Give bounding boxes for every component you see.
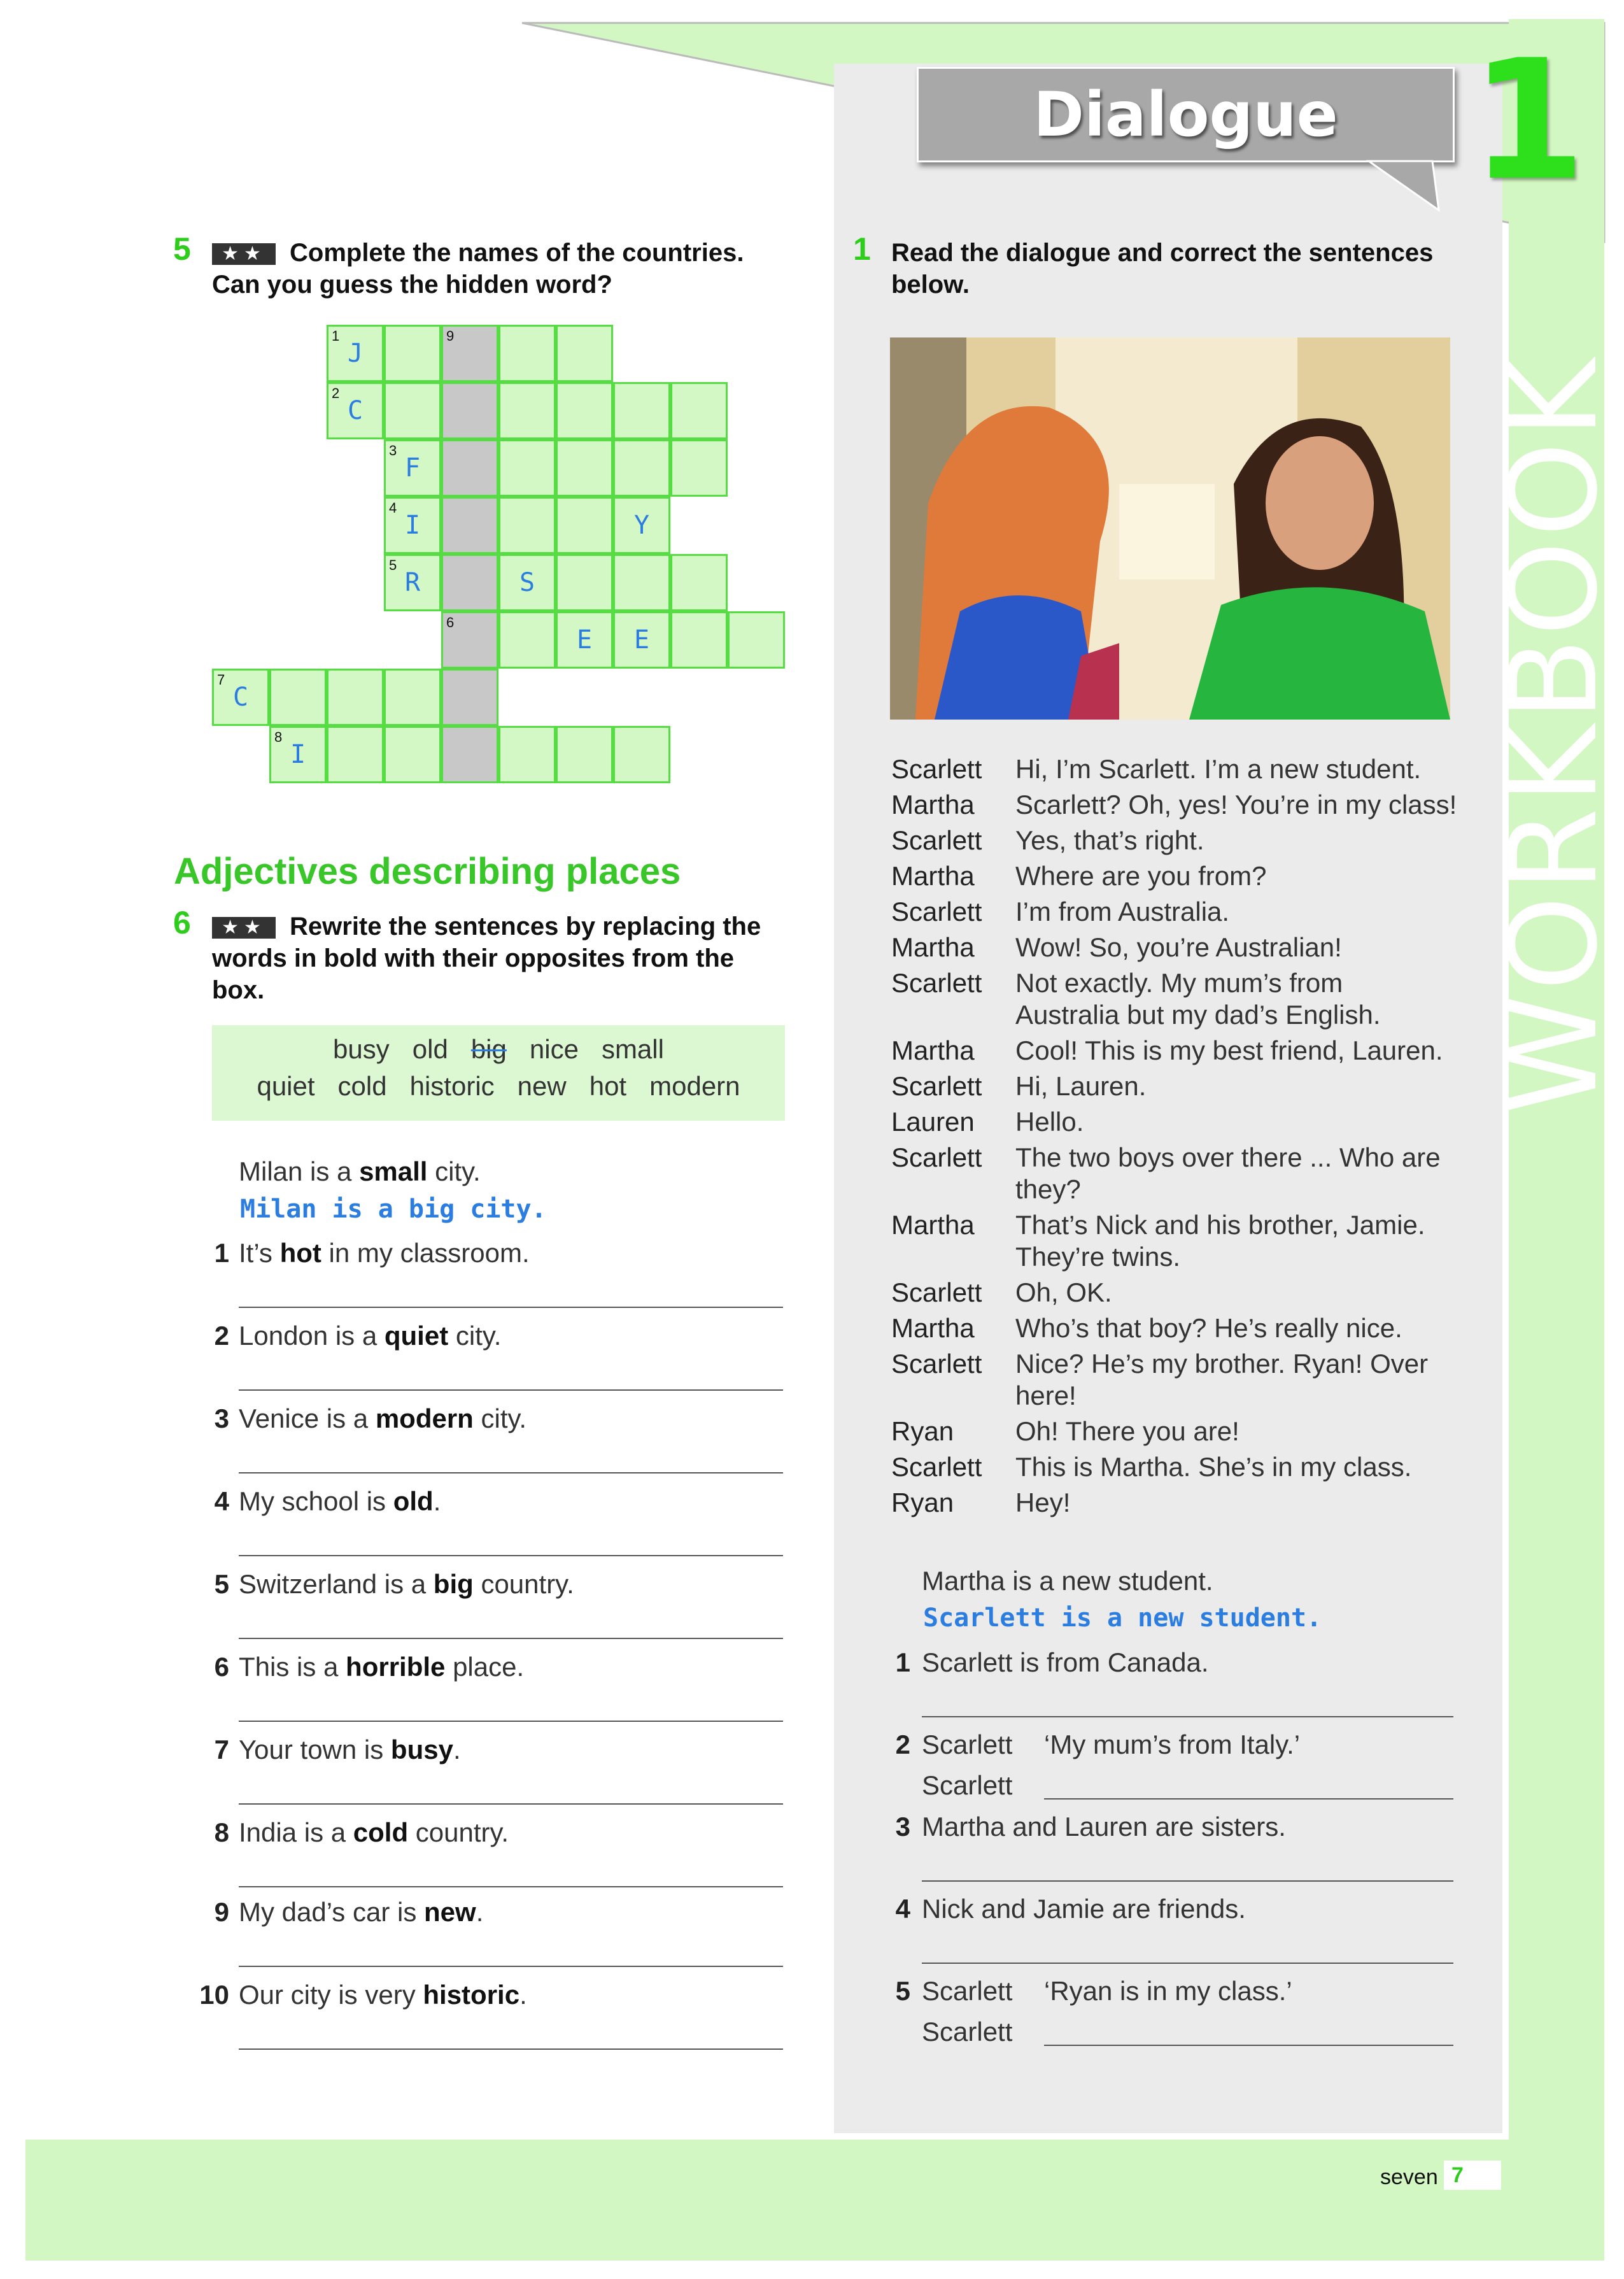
sentence xyxy=(239,1732,783,1768)
sentence-text: India is a xyxy=(239,1817,353,1847)
crossword-letter: S xyxy=(519,568,535,597)
dialogue-line: This is Martha. She’s in my class. xyxy=(1015,1452,1412,1482)
instruction-line: Read the dialogue and correct the sentences xyxy=(891,239,1434,267)
sentence xyxy=(239,1815,783,1850)
photo-illustration xyxy=(890,337,1450,720)
dialogue-line: Hey! xyxy=(1015,1487,1071,1517)
crossword-cell xyxy=(556,497,613,554)
item-number: 4 xyxy=(895,1894,910,1924)
answer-line[interactable] xyxy=(1044,2045,1453,2046)
speaker-name: Martha xyxy=(891,1210,975,1240)
speaker-name: Ryan xyxy=(891,1416,954,1446)
word-box xyxy=(212,1025,785,1121)
speaker-name: Martha xyxy=(891,932,975,962)
sentence-text: It’s xyxy=(239,1238,280,1268)
students-photo xyxy=(890,337,1450,720)
instruction-line: below. xyxy=(891,271,970,299)
sentence-text: Our city is very xyxy=(239,1980,423,2010)
page-word: seven xyxy=(1380,2165,1438,2189)
sentence-text: . xyxy=(433,1486,441,1516)
sentence xyxy=(239,1401,783,1437)
crossword-cell xyxy=(670,382,728,439)
sentence: Martha and Lauren are sisters. xyxy=(922,1812,1286,1842)
footer-band xyxy=(25,2140,1604,2261)
speaker-name: Scarlett xyxy=(891,1349,982,1379)
sentence-text: Switzerland is a xyxy=(239,1569,434,1599)
sentence-text: . xyxy=(519,1980,527,2010)
sentence-text: country. xyxy=(473,1569,574,1599)
speaker-name: Martha xyxy=(891,861,975,891)
bold-word: historic xyxy=(423,1980,520,2010)
clue-number: 3 xyxy=(389,443,397,458)
dialogue-line: Hi, I’m Scarlett. I’m a new student. xyxy=(1015,754,1422,784)
crossword-cell xyxy=(556,726,613,783)
bold-word: cold xyxy=(353,1817,409,1847)
dialogue-line: They’re twins. xyxy=(1015,1242,1181,1272)
exercise-5-number: 5 xyxy=(173,231,191,267)
sentence-text: Venice is a xyxy=(239,1403,376,1433)
crossword-letter: J xyxy=(347,339,364,368)
instruction-line: words in bold with their opposites from the xyxy=(212,944,734,972)
word-box-word: hot xyxy=(589,1071,627,1101)
crossword-cell xyxy=(498,611,556,669)
speaker-name: Martha xyxy=(891,790,975,820)
word-box-word: small xyxy=(601,1034,664,1064)
clue-number: 7 xyxy=(217,672,225,688)
crossword-cell xyxy=(384,726,441,783)
crossword-cell xyxy=(613,726,670,783)
example-answer: Milan is a big city. xyxy=(240,1195,547,1224)
item-number: 8 xyxy=(214,1817,229,1847)
word-box-word-crossed: big xyxy=(470,1034,507,1064)
page-number: 7 xyxy=(1444,2161,1501,2190)
crossword-cell xyxy=(384,669,441,726)
instruction-line: Rewrite the sentences by replacing the xyxy=(290,912,761,941)
speaker-name: Scarlett xyxy=(891,1142,982,1172)
word-box-word: nice xyxy=(529,1034,579,1064)
speaker-name: Scarlett xyxy=(891,897,982,927)
sentence xyxy=(239,1484,783,1519)
word-box-word: modern xyxy=(649,1071,740,1101)
speaker-name: Scarlett xyxy=(891,1452,982,1482)
answer-line[interactable] xyxy=(239,1307,783,1308)
answer-line[interactable] xyxy=(1044,1798,1453,1800)
item-number: 1 xyxy=(214,1238,229,1268)
speaker-name: Ryan xyxy=(891,1487,954,1517)
example-answer: Scarlett is a new student. xyxy=(923,1603,1322,1633)
crossword-cell xyxy=(556,439,613,497)
speaker-name: Scarlett xyxy=(922,1976,1013,2006)
instruction-line: box. xyxy=(212,976,265,1004)
crossword-letter: E xyxy=(633,625,650,655)
crossword-cell xyxy=(670,611,728,669)
dialogue-line: they? xyxy=(1015,1174,1081,1204)
word-box-word: new xyxy=(517,1071,567,1101)
workbook-side-label: WORKBOOK xyxy=(1483,355,1624,1114)
sentence xyxy=(239,1649,783,1685)
speaker-name: Scarlett xyxy=(891,1071,982,1101)
sentence-text: My dad’s car is xyxy=(239,1897,424,1927)
answer-line[interactable] xyxy=(922,1963,1453,1964)
speaker-name: Lauren xyxy=(891,1107,975,1137)
crossword-cell xyxy=(327,669,384,726)
answer-line[interactable] xyxy=(239,2048,783,2050)
bold-word: hot xyxy=(279,1238,321,1268)
dialogue-line: Hello. xyxy=(1015,1107,1084,1137)
sentence-text: My school is xyxy=(239,1486,393,1516)
sentence-text: . xyxy=(453,1735,461,1764)
dialogue-line: Yes, that’s right. xyxy=(1015,825,1204,855)
clue-number: 1 xyxy=(332,328,340,344)
crossword-cell xyxy=(441,554,498,611)
speaker-name: Scarlett xyxy=(922,1729,1013,1759)
speaker-name: Scarlett xyxy=(891,754,982,784)
dialogue-line: Oh, OK. xyxy=(1015,1277,1112,1307)
dialogue-line: The two boys over there ... Who are xyxy=(1015,1142,1441,1172)
crossword-cell xyxy=(670,554,728,611)
crossword-cell xyxy=(670,439,728,497)
crossword-letter: C xyxy=(232,683,249,712)
crossword-cell xyxy=(384,325,441,382)
exercise-1-number: 1 xyxy=(853,231,871,267)
instruction-line: Can you guess the hidden word? xyxy=(212,271,612,299)
dialogue-line: Hi, Lauren. xyxy=(1015,1071,1147,1101)
sentence xyxy=(239,1566,783,1602)
item-number: 2 xyxy=(214,1321,229,1351)
answer-line[interactable] xyxy=(239,1389,783,1391)
crossword-cell xyxy=(613,439,670,497)
answer-line[interactable] xyxy=(239,1638,783,1639)
crossword-cell xyxy=(384,382,441,439)
crossword-letter: I xyxy=(404,511,421,540)
dialogue-line: Cool! This is my best friend, Lauren. xyxy=(1015,1035,1443,1065)
crossword-cell xyxy=(556,382,613,439)
clue-number: 2 xyxy=(332,385,340,401)
word-box-row-1 xyxy=(212,1034,785,1065)
crossword-letter: Y xyxy=(633,511,650,540)
quote: ‘Ryan is in my class.’ xyxy=(1044,1976,1292,2006)
sentence-text: city. xyxy=(427,1156,481,1186)
crossword-cell xyxy=(613,554,670,611)
crossword-cell xyxy=(441,669,498,726)
exercise-6-number: 6 xyxy=(173,905,191,941)
speech-tail-icon xyxy=(1362,159,1445,217)
crossword-cell xyxy=(498,325,556,382)
speaker-name: Scarlett xyxy=(922,2017,1013,2047)
clue-number: 8 xyxy=(274,729,283,745)
word-box-word: busy xyxy=(333,1034,390,1064)
answer-line[interactable] xyxy=(239,1721,783,1722)
sentence-text: . xyxy=(476,1897,484,1927)
clue-number: 4 xyxy=(389,500,397,516)
sentence: Scarlett is from Canada. xyxy=(922,1647,1209,1677)
crossword-letter: C xyxy=(347,396,364,425)
page-title: Dialogue xyxy=(1033,79,1338,150)
example-sentence: Martha is a new student. xyxy=(922,1566,1213,1596)
exercise-1-instruction xyxy=(891,237,1490,301)
answer-line[interactable] xyxy=(922,1716,1453,1717)
speaker-name: Scarlett xyxy=(891,1277,982,1307)
bold-word: small xyxy=(359,1156,428,1186)
exercise-5-instruction xyxy=(212,237,823,301)
difficulty-stars: ★★ xyxy=(212,243,276,265)
word-box-row-2 xyxy=(212,1071,785,1102)
answer-line[interactable] xyxy=(239,1803,783,1805)
word-box-word: historic xyxy=(409,1071,495,1101)
sentence xyxy=(239,1318,783,1354)
crossword-letter: E xyxy=(576,625,593,655)
item-number: 7 xyxy=(214,1735,229,1764)
sentence: Nick and Jamie are friends. xyxy=(922,1894,1246,1924)
sentence-text: city. xyxy=(448,1321,502,1351)
dialogue-line: Who’s that boy? He’s really nice. xyxy=(1015,1313,1402,1343)
crossword-cell xyxy=(269,669,327,726)
bold-word: big xyxy=(433,1569,474,1599)
dialogue-line: Wow! So, you’re Australian! xyxy=(1015,932,1342,962)
crossword-cell xyxy=(498,497,556,554)
dialogue-line: here! xyxy=(1015,1381,1077,1410)
crossword-cell xyxy=(613,382,670,439)
item-number: 5 xyxy=(895,1976,910,2006)
answer-line[interactable] xyxy=(239,1555,783,1556)
item-number: 10 xyxy=(199,1980,229,2010)
dialogue-line: Not exactly. My mum’s from xyxy=(1015,968,1343,998)
speaker-name: Martha xyxy=(891,1313,975,1343)
bold-word: busy xyxy=(390,1735,453,1764)
bold-word: horrible xyxy=(346,1652,446,1682)
sentence-text: This is a xyxy=(239,1652,346,1682)
bold-word: quiet xyxy=(384,1321,449,1351)
sentence xyxy=(239,1977,783,2013)
item-number: 3 xyxy=(895,1812,910,1842)
item-number: 3 xyxy=(214,1403,229,1433)
quote: ‘My mum’s from Italy.’ xyxy=(1044,1729,1301,1759)
sentence-text: in my classroom. xyxy=(321,1238,530,1268)
sentence-text: country. xyxy=(408,1817,509,1847)
dialogue-line: I’m from Australia. xyxy=(1015,897,1230,927)
clue-number: 9 xyxy=(446,328,455,344)
unit-number: 1 xyxy=(1471,25,1586,217)
item-number: 9 xyxy=(214,1897,229,1927)
header-box xyxy=(917,67,1455,162)
speaker-name: Scarlett xyxy=(891,968,982,998)
speaker-name: Scarlett xyxy=(891,825,982,855)
item-number: 2 xyxy=(895,1729,910,1759)
clue-number: 5 xyxy=(389,557,397,573)
answer-line[interactable] xyxy=(239,1966,783,1967)
word-box-word: quiet xyxy=(257,1071,315,1101)
dialogue-line: Oh! There you are! xyxy=(1015,1416,1239,1446)
answer-line[interactable] xyxy=(239,1886,783,1887)
bold-word: modern xyxy=(375,1403,474,1433)
instruction-line: Complete the names of the countries. xyxy=(290,239,744,267)
dialogue-line: Where are you from? xyxy=(1015,861,1267,891)
item-number: 4 xyxy=(214,1486,229,1516)
sentence-text: place. xyxy=(445,1652,525,1682)
clue-number: 6 xyxy=(446,614,455,630)
item-number: 1 xyxy=(895,1647,910,1677)
difficulty-stars: ★★ xyxy=(212,917,276,939)
word-box-word: old xyxy=(412,1034,448,1064)
speaker-name: Scarlett xyxy=(922,1770,1013,1800)
dialogue-line: Nice? He’s my brother. Ryan! Over xyxy=(1015,1349,1429,1379)
sentence xyxy=(239,1235,783,1271)
crossword-cell xyxy=(556,325,613,382)
example-sentence xyxy=(239,1154,783,1189)
crossword-letter: R xyxy=(404,568,421,597)
crossword-cell xyxy=(441,439,498,497)
dialogue-line: Scarlett? Oh, yes! You’re in my class! xyxy=(1015,790,1457,820)
speaker-name: Martha xyxy=(891,1035,975,1065)
crossword-cell xyxy=(441,497,498,554)
answer-line[interactable] xyxy=(239,1472,783,1473)
crossword-cell xyxy=(498,439,556,497)
crossword-letter: F xyxy=(404,453,421,483)
crossword-cell xyxy=(556,554,613,611)
crossword-cell xyxy=(441,382,498,439)
crossword-letter: I xyxy=(290,740,306,769)
dialogue-line: That’s Nick and his brother, Jamie. xyxy=(1015,1210,1425,1240)
sentence-text: London is a xyxy=(239,1321,385,1351)
sentence-text: Milan is a xyxy=(239,1156,360,1186)
crossword-cell xyxy=(498,382,556,439)
crossword-cell xyxy=(441,726,498,783)
sentence-text: city. xyxy=(473,1403,527,1433)
item-number: 5 xyxy=(214,1569,229,1599)
answer-line[interactable] xyxy=(922,1880,1453,1882)
crossword-cell xyxy=(327,726,384,783)
sentence xyxy=(239,1894,783,1930)
section-title: Adjectives describing places xyxy=(174,851,681,892)
word-box-word: cold xyxy=(337,1071,387,1101)
bold-word: old xyxy=(393,1486,434,1516)
crossword-cell xyxy=(728,611,785,669)
exercise-6-instruction xyxy=(212,911,823,1006)
item-number: 6 xyxy=(214,1652,229,1682)
sentence-text: Your town is xyxy=(239,1735,391,1764)
dialogue-line: Australia but my dad’s English. xyxy=(1015,1000,1381,1030)
crossword-cell xyxy=(498,726,556,783)
bold-word: new xyxy=(424,1897,476,1927)
